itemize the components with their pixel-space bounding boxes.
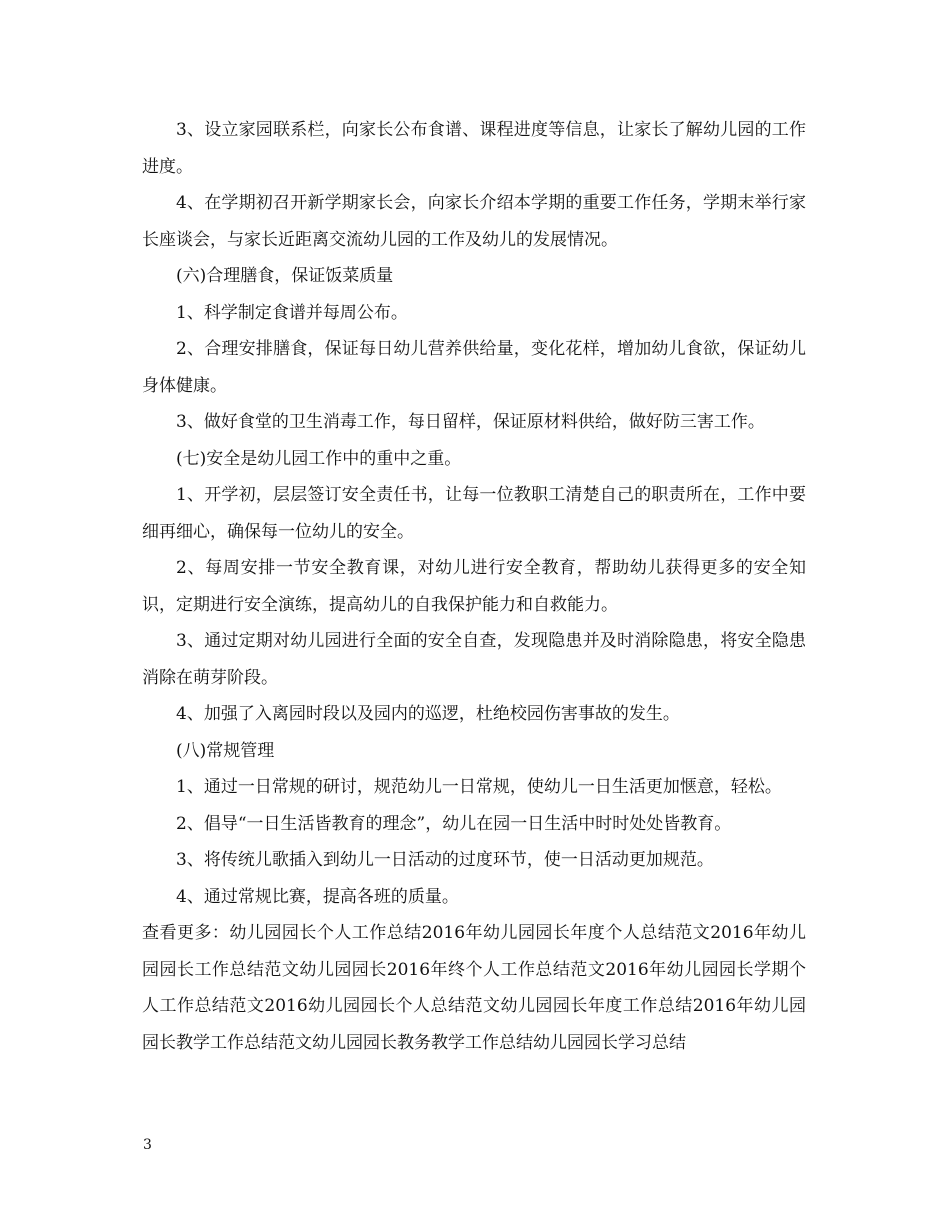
- paragraph: 4、加强了入离园时段以及园内的巡逻，杜绝校园伤害事故的发生。: [176, 704, 680, 724]
- paragraph: 3、做好食堂的卫生消毒工作，每日留样，保证原材料供给，做好防三害工作。: [176, 412, 765, 432]
- paragraph: 2、每周安排一节安全教育课，对幼儿进行安全教育，帮助幼儿获得更多的安全知识，定期进行安全演练，提高幼儿的自我保护能力和自救能力。: [142, 558, 806, 615]
- paragraph: 1、通过一日常规的研讨，规范幼儿一日常规，使幼儿一日生活更加惬意，轻松。: [176, 777, 782, 797]
- paragraph: 4、通过常规比赛，提高各班的质量。: [176, 886, 459, 907]
- paragraph: 1、科学制定食谱并每周公布。: [176, 302, 408, 323]
- paragraph: 3、设立家园联系栏，向家长公布食谱、课程进度等信息，让家长了解幼儿园的工作进度。: [142, 120, 806, 177]
- section-heading: (七)安全是幼儿园工作中的重中之重。: [176, 448, 462, 469]
- paragraph: 2、合理安排膳食，保证每日幼儿营养供给量，变化花样，增加幼儿食欲，保证幼儿身体健康。: [142, 339, 806, 396]
- see-more-links[interactable]: 查看更多：幼儿园园长个人工作总结2016年幼儿园园长年度个人总结范文2016年幼儿园园长工作总结范文幼儿园园长2016年终个人工作总结范文2016年幼儿园园长学期个人工作总结范文2016幼儿园园长个人总结范文幼儿园园长年度工作总结2016年幼儿园园长教学工作总结范文幼儿园园长教务教学工作总结幼儿园园长学习总结: [142, 923, 806, 1053]
- page-number: 3: [143, 1137, 152, 1153]
- document-body: [142, 112, 806, 1061]
- section-heading: (六)合理膳食，保证饭菜质量: [176, 266, 394, 286]
- paragraph: 4、在学期初召开新学期家长会，向家长介绍本学期的重要工作任务，学期末举行家长座谈会，与家长近距离交流幼儿园的工作及幼儿的发展情况。: [142, 193, 806, 250]
- section-heading: (八)常规管理: [176, 740, 275, 761]
- paragraph: 3、通过定期对幼儿园进行全面的安全自查，发现隐患并及时消除隐患，将安全隐患消除在萌芽阶段。: [142, 631, 806, 688]
- paragraph: 1、开学初，层层签订安全责任书，让每一位教职工清楚自己的职责所在，工作中要细再细心，确保每一位幼儿的安全。: [142, 485, 806, 542]
- paragraph: 3、将传统儿歌插入到幼儿一日活动的过度环节，使一日活动更加规范。: [176, 850, 714, 870]
- paragraph: 2、倡导“一日生活皆教育的理念”，幼儿在园一日生活中时时处处皆教育。: [176, 813, 732, 834]
